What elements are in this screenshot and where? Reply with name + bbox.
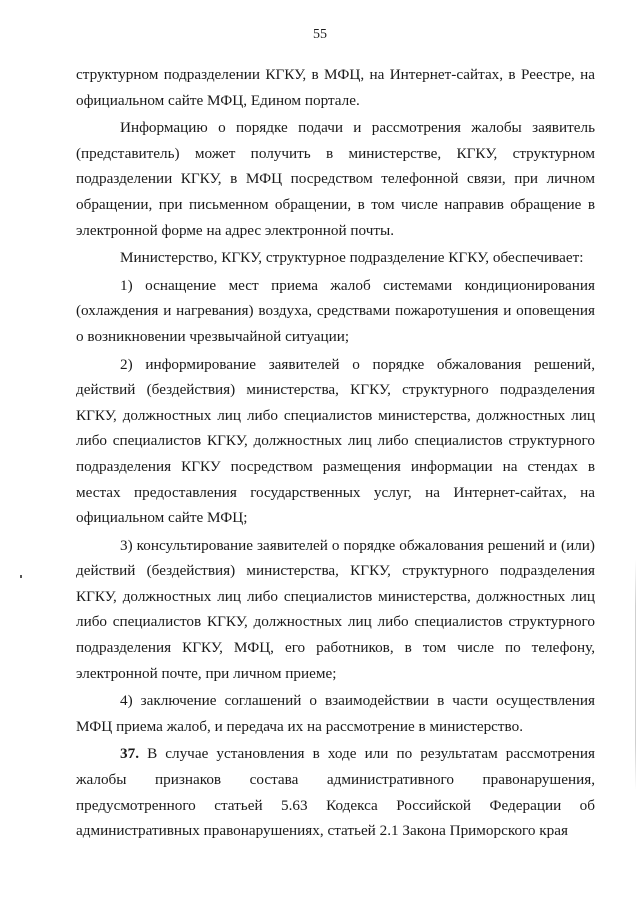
document-body [76,62,595,846]
list-item-1: 1) оснащение мест приема жалоб системами кондиционирования (охлаждения и нагревания) воздуха, средствами пожаротушения и оповещения о возникновении чрезвычайной ситуации; [76,276,595,345]
list-item-2: 2) информирование заявителей о порядке обжалования решений, действий (бездействия) министерства, КГКУ, структурного подразделения КГКУ, должностных лиц либо специалистов министерства, должностных лиц либо специалистов КГКУ, должностных лиц либо специалистов структурного подразделения КГКУ посредством размещения информации на стендах в местах предоставления государственных услуг, на Интернет-сайтах, на официальном сайте МФЦ; [76,355,595,527]
scan-edge-shadow [635,560,636,790]
paragraph-37-text: В случае установления в ходе или по результатам рассмотрения жалобы признаков состава административного правонарушения, предусмотренного статьей 5.63 Кодекса Российской Федерации об административных правонарушениях, статьей 2.1 Закона Приморского края [76,745,595,840]
paragraph-continuation: структурном подразделении КГКУ, в МФЦ, на Интернет-сайтах, в Реестре, на официальном сайте МФЦ, Едином портале. [76,66,595,109]
page-number: 55 [313,27,327,42]
scan-speck [20,575,22,578]
list-item-4: 4) заключение соглашений о взаимодействии в части осуществления МФЦ приема жалоб, и передача их на рассмотрение в министерство. [76,692,595,735]
paragraph-37 [76,741,595,843]
list-item-3: 3) консультирование заявителей о порядке обжалования решений и (или) действий (бездействия) министерства, КГКУ, структурного подразделения КГКУ, должностных лиц либо специалистов министерства, должностных лиц либо специалистов КГКУ, должностных лиц либо специалистов структурного подразделения КГКУ, МФЦ, его работников, в том числе по телефону, электронной почте, при личном приеме; [76,536,595,682]
paragraph-complaint-info: Информацию о порядке подачи и рассмотрения жалобы заявитель (представитель) может получить в министерстве, КГКУ, структурном подразделении КГКУ, в МФЦ посредством телефонной связи, при личном обращении, при письменном обращении, в том числе направив обращение в электронной форме на адрес электронной почты. [76,119,595,239]
paragraph-provides-heading: Министерство, КГКУ, структурное подразделение КГКУ, обеспечивает: [120,249,584,267]
section-number: 37. [120,745,139,763]
